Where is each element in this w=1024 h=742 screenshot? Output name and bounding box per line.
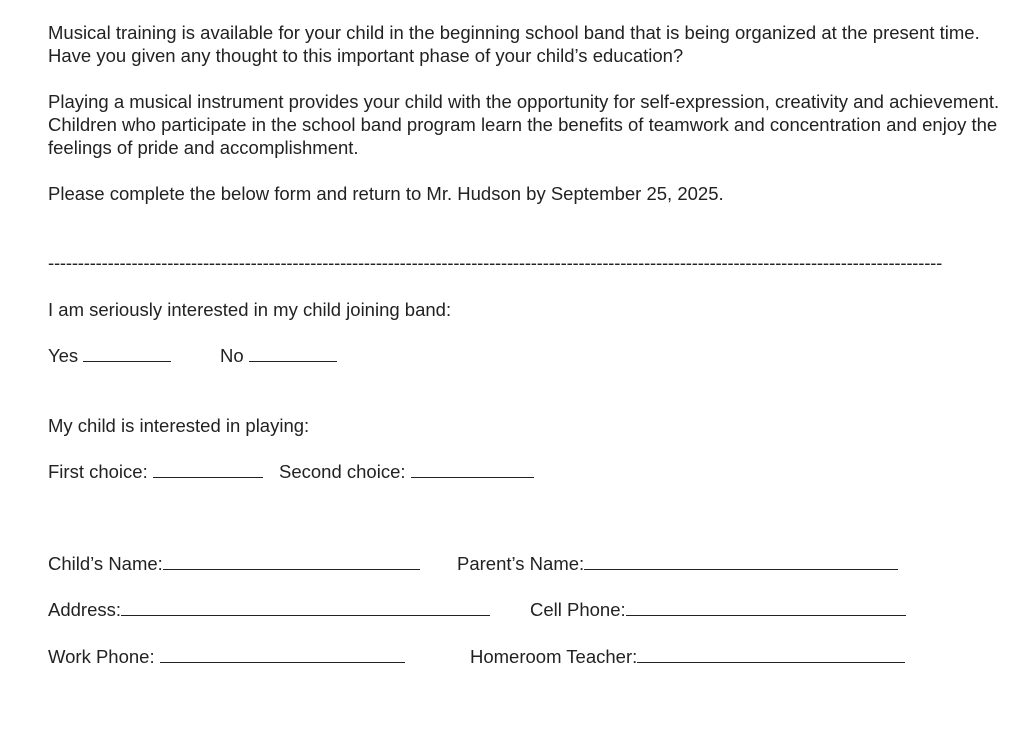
first-choice-blank[interactable] xyxy=(153,461,263,478)
child-name-label: Child’s Name: xyxy=(48,553,163,574)
child-name-field xyxy=(48,552,420,575)
homeroom-teacher-field xyxy=(470,645,905,668)
work-phone-blank[interactable] xyxy=(160,646,405,663)
parent-name-field xyxy=(457,552,898,575)
address-label: Address: xyxy=(48,599,122,620)
cell-phone-field xyxy=(530,598,906,621)
homeroom-teacher-blank[interactable] xyxy=(637,646,905,663)
parent-name-blank[interactable] xyxy=(584,553,898,570)
intro-paragraph-2: Playing a musical instrument provides your child with the opportunity for self-expression, creativity and achievement. Children who participate in the school band program learn the benefits of teamwork and concentration and enjoy the feelings of pride and accomplishment. xyxy=(48,91,1000,158)
first-choice-label: First choice: xyxy=(48,461,148,482)
cell-phone-label: Cell Phone: xyxy=(530,599,626,620)
interest-question: I am seriously interested in my child joining band: xyxy=(48,299,452,320)
first-choice-field xyxy=(48,460,263,483)
yes-label: Yes xyxy=(48,345,79,366)
no-option xyxy=(220,344,337,367)
return-instructions: Please complete the below form and return to Mr. Hudson by September 25, 2025. xyxy=(48,183,724,204)
second-choice-field xyxy=(279,460,534,483)
intro-paragraph-1: Musical training is available for your child in the beginning school band that is being organized at the present time. Have you given any thought to this important phase of your child’s education? xyxy=(48,22,980,66)
yes-option xyxy=(48,344,171,367)
no-blank[interactable] xyxy=(249,345,337,362)
yes-blank[interactable] xyxy=(83,345,171,362)
address-blank[interactable] xyxy=(121,599,490,616)
cell-phone-blank[interactable] xyxy=(626,599,906,616)
instrument-question: My child is interested in playing: xyxy=(48,415,310,436)
second-choice-blank[interactable] xyxy=(411,461,534,478)
parent-name-label: Parent’s Name: xyxy=(457,553,585,574)
homeroom-teacher-label: Homeroom Teacher: xyxy=(470,646,638,667)
work-phone-field xyxy=(48,645,405,668)
cut-line-divider: ------------------------------------------------------------------------------------------------------------------------------------------------------ xyxy=(48,252,943,273)
work-phone-label: Work Phone: xyxy=(48,646,155,667)
band-letter-page xyxy=(48,0,1018,742)
second-choice-label: Second choice: xyxy=(279,461,406,482)
no-label: No xyxy=(220,345,244,366)
child-name-blank[interactable] xyxy=(163,553,420,570)
address-field xyxy=(48,598,490,621)
